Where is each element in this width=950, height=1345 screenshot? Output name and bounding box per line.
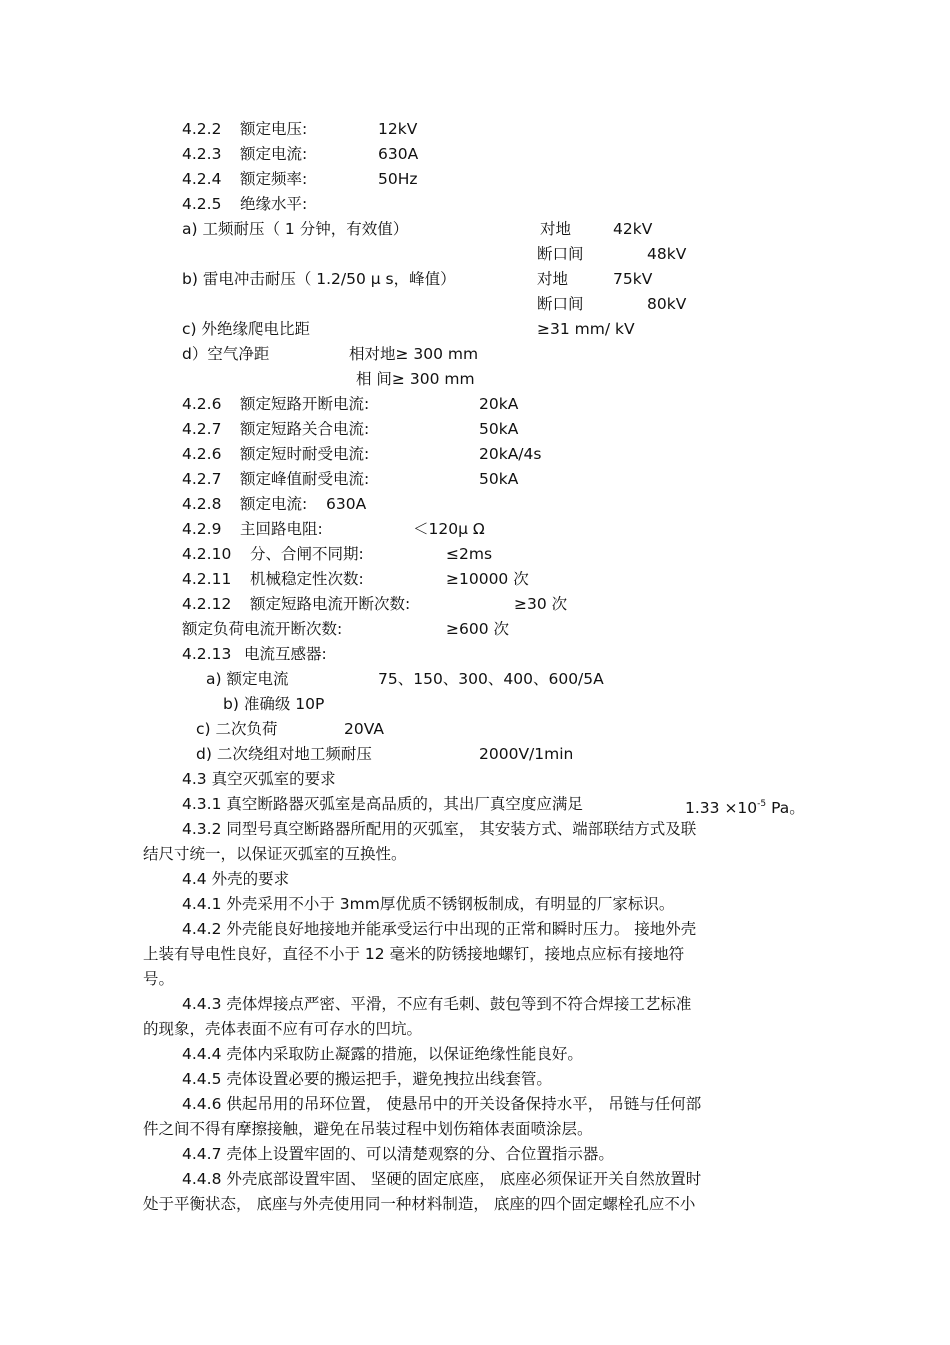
clause-number: 4.2.10 xyxy=(182,545,232,563)
clause-number: 4.2.12 xyxy=(182,595,232,613)
spec-label: c) 外绝缘爬电比距 xyxy=(182,320,310,338)
spec-label: 机械稳定性次数: xyxy=(250,570,364,588)
spec-label: 额定电压: xyxy=(240,120,308,138)
paragraph-line: 4.4.7 壳体上设置牢固的、可以清楚观察的分、合位置指示器。 xyxy=(182,1145,614,1163)
spec-label: a) 工频耐压（ 1 分钟，有效值） xyxy=(182,220,409,238)
spec-line-short-circuit-break-count xyxy=(182,594,568,614)
spec-line-short-circuit-making xyxy=(182,419,519,439)
clause-number: 4.2.5 xyxy=(182,195,222,213)
clause-number: 4.2.4 xyxy=(182,170,222,188)
spec-line-short-circuit-breaking xyxy=(182,394,519,414)
spec-label: b) 准确级 10P xyxy=(223,695,325,713)
ground-label: 对地 xyxy=(540,220,572,238)
spec-label: d）空气净距 xyxy=(182,345,270,363)
clause-number: 4.2.7 xyxy=(182,420,222,438)
spec-label: 电流互感器: xyxy=(244,645,327,663)
spec-value: ＜120μ Ω xyxy=(413,520,485,538)
paragraph-line: 的现象，壳体表面不应有可存水的凹坑。 xyxy=(143,1020,423,1038)
spec-line-current-transformer xyxy=(182,644,327,664)
spec-line-ct-rated-current xyxy=(206,669,706,689)
spec-value: ≥10000 次 xyxy=(446,570,529,588)
vacuum-value-base: 1.33 ×10 xyxy=(685,799,758,817)
vacuum-value-unit: Pa。 xyxy=(771,799,805,817)
paragraph-line: 4.4.3 壳体焊接点严密、平滑，不应有毛刺、鼓包等到不符合焊接工艺标准 xyxy=(182,995,692,1013)
paragraph-line: 处于平衡状态， 底座与外壳使用同一种材料制造， 底座的四个固定螺栓孔应不小 xyxy=(143,1195,696,1213)
gap-value: 80kV xyxy=(647,295,687,313)
paragraph-line: 4.3.2 同型号真空断路器所配用的灭弧室， 其安装方式、端部联结方式及联 xyxy=(182,820,697,838)
clause-number: 4.2.11 xyxy=(182,570,232,588)
paragraph-line: 4.4.4 壳体内采取防止凝露的措施，以保证绝缘性能良好。 xyxy=(182,1045,583,1063)
paragraph-line: 4.4.5 壳体设置必要的搬运把手，避免拽拉出线套管。 xyxy=(182,1070,552,1088)
spec-value: 20VA xyxy=(344,720,384,738)
spec-value: 630A xyxy=(378,145,419,163)
spec-line-short-time-withstand xyxy=(182,444,542,464)
spec-line-phase-clearance xyxy=(182,369,782,389)
spec-line-lightning-gap xyxy=(182,294,782,314)
spec-value: 50Hz xyxy=(378,170,418,188)
spec-label: 额定电流: xyxy=(240,495,308,513)
spec-value: 相 间≥ 300 mm xyxy=(356,370,475,388)
spec-label: d) 二次绕组对地工频耐压 xyxy=(196,745,372,763)
spec-line-rated-frequency xyxy=(182,169,418,189)
spec-label: 主回路电阻: xyxy=(240,520,323,538)
spec-line-main-circuit-resistance xyxy=(182,519,485,539)
clause-number: 4.2.2 xyxy=(182,120,222,138)
spec-line-rated-current xyxy=(182,144,419,164)
spec-line-load-break-count xyxy=(182,619,509,639)
spec-line-insulation-level xyxy=(182,194,308,214)
spec-value: 相对地≥ 300 mm xyxy=(349,345,479,363)
clause-number: 4.2.3 xyxy=(182,145,222,163)
spec-value: ≥600 次 xyxy=(446,620,509,638)
spec-value: ≥30 次 xyxy=(514,595,568,613)
clause-number: 4.2.6 xyxy=(182,445,222,463)
spec-label: 额定短路关合电流: xyxy=(240,420,370,438)
spec-label: 额定短时耐受电流: xyxy=(240,445,370,463)
vacuum-value xyxy=(685,794,805,818)
spec-line-ct-secondary-withstand xyxy=(196,744,696,764)
spec-label: 额定短路电流开断次数: xyxy=(250,595,411,613)
spec-label: 额定峰值耐受电流: xyxy=(240,470,370,488)
gap-label: 断口间 xyxy=(537,245,584,263)
spec-line-air-clearance xyxy=(182,344,782,364)
ground-value: 42kV xyxy=(613,220,653,238)
spec-value: ≤2ms xyxy=(446,545,493,563)
spec-label: b) 雷电冲击耐压（ 1.2/50 μ s，峰值） xyxy=(182,270,456,288)
spec-label: 绝缘水平: xyxy=(240,195,308,213)
spec-label: a) 额定电流 xyxy=(206,670,289,688)
spec-line-peak-withstand xyxy=(182,469,519,489)
spec-label: 额定频率: xyxy=(240,170,308,188)
spec-value: 12kV xyxy=(378,120,418,138)
gap-value: 48kV xyxy=(647,245,687,263)
ground-label: 对地 xyxy=(537,270,569,288)
paragraph-line: 件之间不得有摩擦接触，避免在吊装过程中划伤箱体表面喷涂层。 xyxy=(143,1120,593,1138)
spec-value: 20kA xyxy=(479,395,519,413)
spec-line-power-frequency-gap xyxy=(182,244,782,264)
spec-line-ct-accuracy xyxy=(223,694,324,714)
paragraph-line: 4.4.1 外壳采用不小于 3mm厚优质不锈钢板制成，有明显的厂家标识。 xyxy=(182,895,675,913)
spec-value: 20kA/4s xyxy=(479,445,542,463)
ground-value: 75kV xyxy=(613,270,653,288)
spec-line-open-close-sync xyxy=(182,544,493,564)
clause-number: 4.2.7 xyxy=(182,470,222,488)
spec-label: 额定负荷电流开断次数: xyxy=(182,620,343,638)
gap-label: 断口间 xyxy=(537,295,584,313)
clause-number: 4.2.13 xyxy=(182,645,232,663)
clause-number: 4.2.8 xyxy=(182,495,222,513)
paragraph-line: 4.4.6 供起吊用的吊环位置， 使悬吊中的开关设备保持水平， 吊链与任何部 xyxy=(182,1095,702,1113)
spec-label: 额定电流: xyxy=(240,145,308,163)
spec-line-mechanical-stability xyxy=(182,569,529,589)
spec-label: 额定短路开断电流: xyxy=(240,395,370,413)
spec-value: 50kA xyxy=(479,420,519,438)
spec-line-lightning-impulse xyxy=(182,269,782,289)
spec-line-rated-voltage xyxy=(182,119,418,139)
spec-value: ≥31 mm/ kV xyxy=(537,320,635,338)
spec-value: 2000V/1min xyxy=(479,745,574,763)
spec-label: 分、合闸不同期: xyxy=(250,545,364,563)
paragraph-line xyxy=(182,794,822,817)
spec-line-creepage xyxy=(182,319,782,339)
spec-value: 630A xyxy=(326,495,367,513)
paragraph-line: 4.4.2 外壳能良好地接地并能承受运行中出现的正常和瞬时压力。 接地外壳 xyxy=(182,920,697,938)
paragraph-text: 4.3.1 真空断路器灭弧室是高品质的，其出厂真空度应满足 xyxy=(182,795,583,813)
paragraph-line: 结尺寸统一，以保证灭弧室的互换性。 xyxy=(143,845,407,863)
spec-value: 75、150、300、400、600/5A xyxy=(378,670,604,688)
clause-number: 4.2.6 xyxy=(182,395,222,413)
spec-line-power-frequency-withstand xyxy=(182,219,782,239)
clause-number: 4.2.9 xyxy=(182,520,222,538)
spec-label: c) 二次负荷 xyxy=(196,720,278,738)
paragraph-line: 上装有导电性良好，直径不小于 12 毫米的防锈接地螺钉，接地点应标有接地符 xyxy=(143,945,685,963)
paragraph-line: 4.4.8 外壳底部设置牢固、 坚硬的固定底座， 底座必须保证开关自然放置时 xyxy=(182,1170,702,1188)
vacuum-value-exponent: -5 xyxy=(757,799,767,809)
section-heading-enclosure: 4.4 外壳的要求 xyxy=(182,870,290,888)
paragraph-line: 号。 xyxy=(143,970,175,988)
spec-value: 50kA xyxy=(479,470,519,488)
spec-line-rated-current-2 xyxy=(182,494,367,514)
spec-line-ct-secondary-load xyxy=(196,719,596,739)
section-heading-vacuum-interrupter: 4.3 真空灭弧室的要求 xyxy=(182,770,336,788)
